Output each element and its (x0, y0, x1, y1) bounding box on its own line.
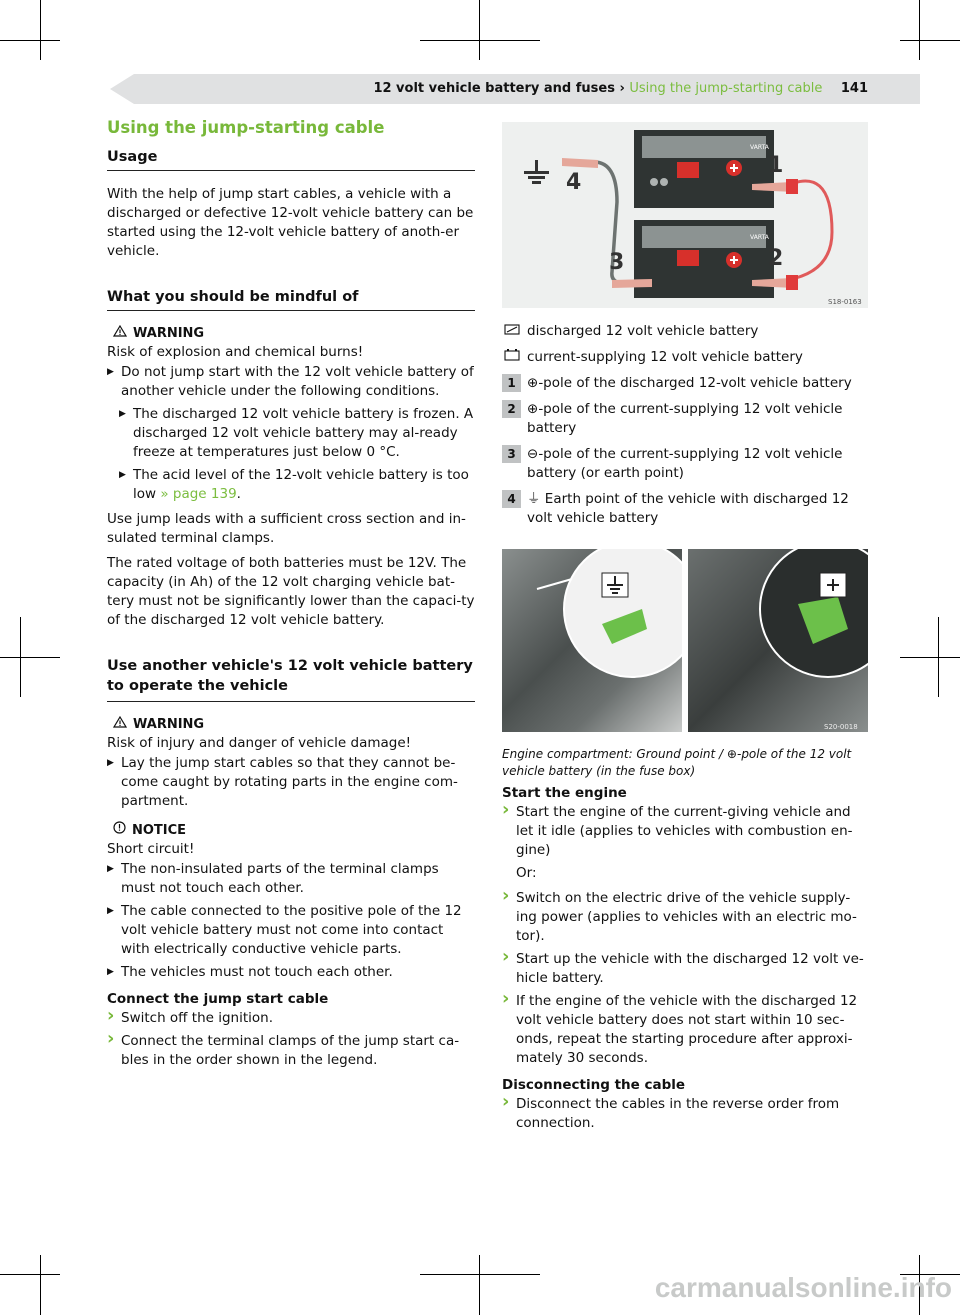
usage-text: With the help of jump start cables, a vehicle with a discharged or defective 12-volt vehicle battery can be started using the 12-volt vehicle battery of anoth-er vehicle. (107, 186, 474, 259)
supplying-battery-icon (502, 348, 521, 367)
legend-num-3: 3 (502, 445, 521, 463)
warning-1-label: WARNING (133, 326, 205, 341)
or-text: Or: (516, 865, 537, 881)
fuse-box-photo (688, 549, 868, 732)
notice-label: NOTICE (132, 823, 187, 838)
caption-part-a: Engine compartment: Ground point / (502, 747, 727, 761)
connect-heading: Connect the jump start cable (107, 991, 329, 1007)
diagram-label-2: 2 (768, 246, 784, 271)
disconnect-item-1: › Disconnect the cables in the reverse order from connection. (502, 1095, 868, 1133)
warning-1-subitem-2: ▶ The acid level of the 12-volt vehicle battery is too low » page 139. (119, 466, 475, 504)
running-header (373, 81, 868, 96)
page-number: 141 (840, 81, 868, 96)
ground-icon: ⏚ (527, 491, 545, 507)
legend-text-2: -pole of the current-supplying 12 volt vehicle battery (527, 401, 843, 436)
voltage-text: The rated voltage of both batteries must be 12V. The capacity (in Ah) of the 12 volt charging vehicle bat-tery must not be significantly lower than the capaci-ty of the discharged 12 volt vehicle battery. (107, 555, 475, 628)
start-item-3: › Start up the vehicle with the discharged 12 volt ve-hicle battery. (502, 950, 868, 988)
mindful-heading: What you should be mindful of (107, 289, 475, 311)
warning-2-label: WARNING (133, 717, 205, 732)
warning-1-subitem-1: ▶ The discharged 12 volt vehicle battery is frozen. A discharged 12 volt vehicle battery may al-ready freeze at temperatures just below 0 °C. (119, 405, 475, 462)
battery-brand-bottom: VARTA (750, 234, 769, 241)
notice-title (107, 821, 475, 840)
warning-1-item: ▶ Do not jump start with the 12 volt vehicle battery of another vehicle under the following conditions. (107, 363, 475, 401)
legend-num-1: 1 (502, 374, 521, 392)
start-item-1: › Start the engine of the current-giving vehicle and let it idle (applies to vehicles with combustion en-gine) (502, 803, 868, 860)
legend-text-1: -pole of the discharged 12-volt vehicle battery (538, 375, 852, 391)
figure-caption (502, 746, 868, 780)
warning-2-text: Risk of injury and danger of vehicle damage! (107, 735, 412, 751)
legend-item-1 (502, 374, 868, 393)
figure-2-code: S20-0018 (824, 723, 858, 731)
header-separator: › (619, 81, 625, 96)
engine-compartment-photos (502, 549, 868, 732)
battery-brand-top: VARTA (750, 144, 769, 151)
ground-point-photo (502, 549, 682, 732)
minus-pole-icon: ⊖ (527, 446, 539, 462)
notice-text: Short circuit! (107, 841, 195, 857)
positive-cable (782, 181, 832, 280)
start-item-2: › Switch on the electric drive of the vehicle supply-ing power (applies to vehicles with an electric mo-tor). (502, 889, 868, 946)
caption-part-b: -pole of the 12 volt vehicle battery (in the fuse box) (502, 747, 852, 778)
warning-icon (113, 716, 127, 734)
legend-num-4: 4 (502, 490, 521, 508)
another-vehicle-heading: Use another vehicle's 12 volt vehicle battery to operate the vehicle (107, 656, 475, 702)
diagram-label-4: 4 (566, 170, 582, 195)
warning-1-subitem-2-text: The acid level of the 12-volt vehicle battery is too low (133, 467, 469, 502)
connect-item-2: › Connect the terminal clamps of the jump start ca-bles in the order shown in the legend. (107, 1032, 475, 1070)
plus-pole-icon: ⊕ (527, 401, 539, 417)
usage-heading: Usage (107, 149, 475, 171)
right-column (502, 118, 868, 1137)
notice-item-2: ▶ The cable connected to the positive pole of the 12 volt vehicle battery must not come into contact with electrically conductive vehicle parts. (107, 902, 475, 959)
page-title: Using the jump-starting cable (107, 118, 385, 137)
start-heading: Start the engine (502, 785, 627, 801)
warning-1-text: Risk of explosion and chemical burns! (107, 344, 364, 360)
legend-discharged (502, 322, 868, 341)
warning-2-title (107, 716, 475, 734)
legend-supplying (502, 348, 868, 367)
warning-icon (113, 325, 127, 343)
leads-text: Use jump leads with a sufficient cross section and in-sulated terminal clamps. (107, 511, 466, 546)
legend-supplying-text: current-supplying 12 volt vehicle battery (527, 349, 803, 365)
legend-text-4: Earth point of the vehicle with discharged 12 volt vehicle battery (527, 491, 849, 526)
legend-num-2: 2 (502, 400, 521, 418)
diagram-label-1: 1 (768, 153, 784, 178)
diagram-label-3: 3 (609, 250, 625, 275)
header-section: 12 volt vehicle battery and fuses (373, 81, 615, 96)
legend-item-3 (502, 445, 868, 483)
legend-discharged-text: discharged 12 volt vehicle battery (527, 323, 759, 339)
disconnect-heading: Disconnecting the cable (502, 1077, 686, 1093)
notice-item-1: ▶ The non-insulated parts of the terminal clamps must not touch each other. (107, 860, 475, 898)
warning-2-item: ▶ Lay the jump start cables so that they cannot be-come caught by rotating parts in the engine com-partment. (107, 754, 475, 811)
ground-symbol (524, 160, 549, 184)
legend-item-4 (502, 490, 868, 528)
jump-start-diagram (502, 122, 868, 308)
connect-item-1: › Switch off the ignition. (107, 1009, 475, 1028)
header-subsection[interactable]: Using the jump-starting cable (629, 81, 823, 96)
notice-item-3: ▶ The vehicles must not touch each other. (107, 963, 475, 982)
discharged-battery-icon (502, 322, 521, 341)
left-column (107, 118, 475, 1074)
legend-item-2 (502, 400, 868, 438)
start-item-4: › If the engine of the vehicle with the discharged 12 volt vehicle battery does not start within 10 sec-onds, repeat the starting procedure after approxi-mately 30 seconds. (502, 992, 868, 1068)
watermark: carmanualsonline.info (654, 1272, 952, 1303)
plus-pole-icon: ⊕ (726, 747, 737, 761)
battery-diagram-svg (502, 122, 868, 308)
page-139-link[interactable]: » page 139 (160, 486, 237, 502)
figure-1-code: S18-0163 (828, 298, 862, 306)
plus-pole-icon: ⊕ (527, 375, 539, 391)
legend-text-3: -pole of the current-supplying 12 volt vehicle battery (or earth point) (527, 446, 843, 481)
notice-icon (113, 821, 126, 840)
warning-1-title (107, 325, 475, 343)
